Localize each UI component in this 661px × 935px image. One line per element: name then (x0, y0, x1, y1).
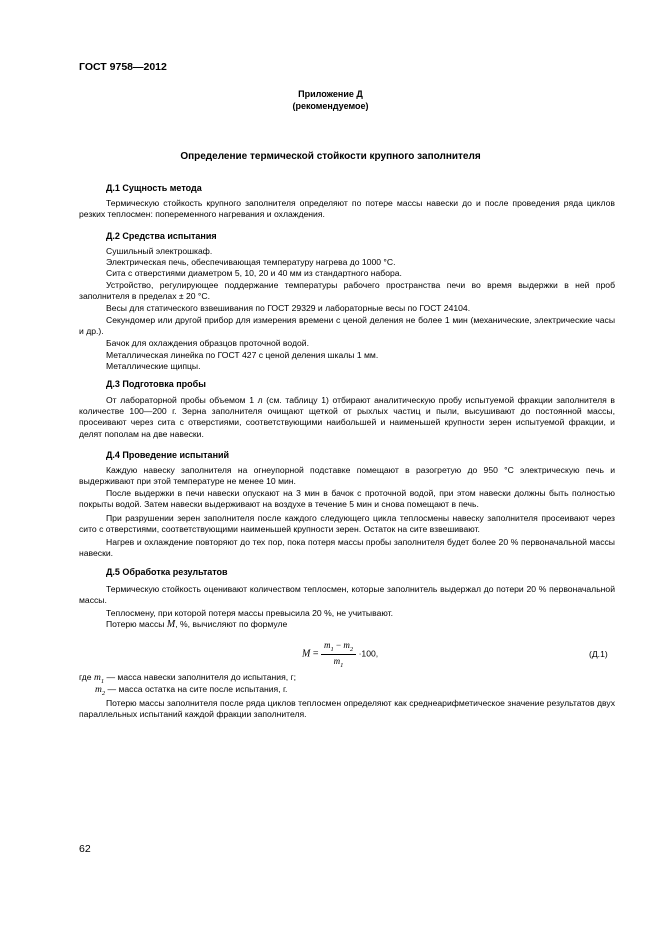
annex-title: Приложение Д (298, 89, 363, 99)
paragraph-d5-1: Термическую стойкость оценивают количеством теплосмен, которые заполнитель выдержал до потери 20 % первоначальной массы. (79, 584, 615, 606)
annex-status: (рекомендуемое) (292, 101, 369, 111)
list-item-d2-5: Весы для статического взвешивания по ГОСТ 29329 и лабораторные весы по ГОСТ 24104. (106, 303, 471, 313)
legend-desc-m1: — масса навески заполнителя до испытания, г; (104, 672, 297, 682)
formula-fraction (321, 640, 356, 669)
paragraph-d3-1: От лабораторной пробы объемом 1 л (см. таблицу 1) отбирают аналитическую пробу испытуемой фракции заполнителя в количестве 100—200 г. Зерна заполнителя очищают щеткой от рыхлых частиц и пыли, высушивают до постоянной массы, просеивают через сита с отверстиями, соответствующими наибольшей и наименьшей крупности зерен испытуемой фракции, и делят пополам на две навески. (79, 395, 615, 439)
formula-multiplier: ·100, (358, 648, 379, 659)
list-item-d2-7: Бачок для охлаждения образцов проточной водой. (106, 338, 309, 348)
formula-numerator (321, 640, 356, 655)
list-item-d2-8: Металлическая линейка по ГОСТ 427 с ценой деления шкалы 1 мм. (106, 350, 379, 360)
paragraph-d4-1: Каждую навеску заполнителя на огнеупорной подставке помещают в разогретую до 950 °С электрическую печь и выдерживают при этой температуре не менее 10 мин. (79, 465, 615, 487)
document-code: ГОСТ 9758—2012 (79, 61, 167, 73)
paragraph-d5-4: Потерю массы заполнителя после ряда циклов теплосмен определяют как среднеарифметическое значение результатов двух параллельных испытаний каждой фракции заполнителя. (79, 698, 615, 720)
paragraph-d5-2: Теплосмену, при которой потеря массы превысила 20 %, не учитывают. (106, 608, 393, 618)
formula-legend-where: где (79, 672, 92, 682)
legend-var-m1-sub: 1 (100, 677, 105, 685)
page-number: 62 (79, 843, 91, 855)
list-item-d2-4: Устройство, регулирующее поддержание температуры рабочего пространства печи во время выдержки в ней проб заполнителя в пределах ± 20 °С. (79, 280, 615, 302)
paragraph-d1-1: Термическую стойкость крупного заполнителя определяют по потере массы навески до и после проведения ряда циклов резких теплосмен: попеременного нагревания и охлаждения. (79, 198, 615, 220)
legend-var-m1 (94, 673, 104, 683)
paragraph-d5-3 (106, 619, 287, 630)
formula-denominator (321, 655, 356, 669)
formula-legend-row-2 (95, 684, 287, 699)
list-item-d2-3: Сита с отверстиями диаметром 5, 10, 20 и 40 мм из стандартного набора. (106, 268, 402, 278)
paragraph-d4-4: Нагрев и охлаждение повторяют до тех пор, пока потеря массы пробы заполнителя будет более 20 % первоначальной массы навески. (79, 537, 615, 559)
section-heading-d4: Д.4 Проведение испытаний (106, 450, 230, 460)
page-title: Определение термической стойкости крупного заполнителя (180, 151, 481, 162)
formula-num-sub-a: 1 (330, 645, 334, 653)
formula-label: (Д.1) (589, 649, 608, 659)
formula-intro-variable: M (166, 619, 176, 630)
formula-intro-text: Потерю массы (106, 619, 167, 629)
section-heading-d2: Д.2 Средства испытания (106, 231, 217, 241)
legend-var-m2 (95, 685, 105, 695)
list-item-d2-6: Секундомер или другой прибор для измерения времени с ценой деления не более 1 мин (механические, электрические часы и др.). (79, 315, 615, 337)
formula-minus: − (333, 640, 344, 650)
list-item-d2-1: Сушильный электрошкаф. (106, 246, 213, 256)
formula-den-var: m (333, 655, 341, 666)
legend-desc-m2: — масса остатка на сите после испытания, г. (105, 684, 288, 694)
formula-intro-tail: , %, вычисляют по формуле (175, 619, 288, 629)
formula-num-var-a: m (323, 640, 331, 650)
formula-num-sub-b: 2 (349, 645, 354, 653)
formula-equals: = (312, 648, 319, 660)
paragraph-d4-3: При разрушении зерен заполнителя после каждого следующего цикла теплосмены навеску заполнителя просеивают через сито с отверстиями, соответствующими наименьшей крупности зерен. Остаток на сите взвешивают. (79, 513, 615, 535)
list-item-d2-2: Электрическая печь, обеспечивающая температуру нагрева до 1000 °С. (106, 257, 396, 267)
legend-var-m2-sub: 2 (101, 689, 106, 697)
legend-var-m1-letter: m (93, 673, 101, 683)
formula-den-sub: 1 (340, 661, 344, 669)
section-heading-d3: Д.3 Подготовка пробы (106, 379, 206, 389)
section-heading-d5: Д.5 Обработка результатов (106, 567, 228, 577)
formula-lhs: M (302, 648, 311, 660)
formula-num-var-b: m (343, 640, 350, 650)
legend-var-m2-letter: m (95, 685, 102, 695)
formula-d1 (302, 640, 378, 669)
list-item-d2-9: Металлические щипцы. (106, 361, 201, 371)
section-heading-d1: Д.1 Сущность метода (106, 183, 202, 193)
paragraph-d4-2: После выдержки в печи навески опускают на 3 мин в бачок с проточной водой, при этом навески должны быть полностью покрыты водой. Затем навески выдерживают на воздухе в течение 5 мин и снова помещают в печь. (79, 488, 615, 510)
